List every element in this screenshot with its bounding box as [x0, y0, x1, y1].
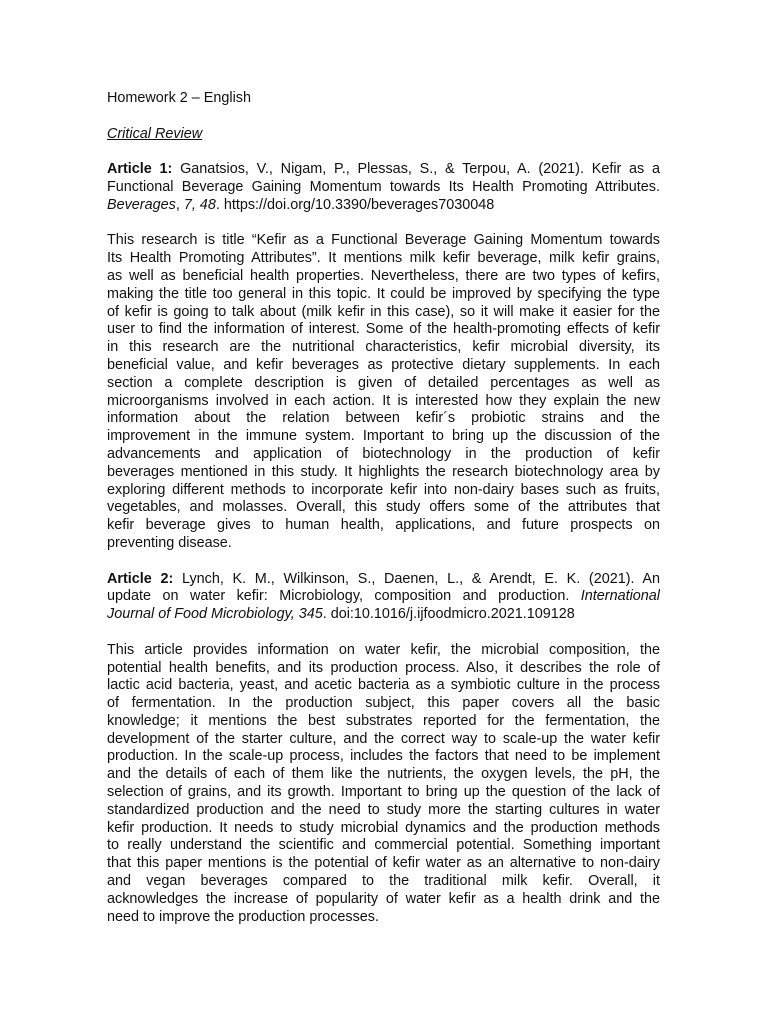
spacer — [107, 143, 660, 161]
paragraph-line: development of the starter culture, and the correct way to scale-up the water kefir — [107, 730, 660, 747]
paragraph-line: improvement in the immune system. Important to bring up the discussion of the — [107, 428, 660, 445]
paragraph-line: knowledge; it mentions the best substrates reported for the fermentation, the — [107, 712, 660, 729]
paragraph-line: microorganisms involved in each action. It is interested how they explain the new — [107, 392, 660, 409]
article-1-review-last-line: preventing disease. — [107, 534, 232, 551]
section-heading: Critical Review — [107, 125, 203, 142]
paragraph-line: section a complete description is given of detailed percentages as well as — [107, 374, 660, 391]
paragraph-line: acknowledges the increase of popularity of water kefir as a health drink and the — [107, 890, 660, 907]
paragraph-line: information about the relation between kefir´s probiotic strains and the — [107, 410, 660, 427]
spacer — [107, 215, 660, 233]
paragraph-line: vegetables, and molasses. Overall, this study offers some of the attributes that — [107, 499, 660, 516]
doi-text: . https://doi.org/10.3390/beverages7030048 — [215, 196, 495, 213]
paragraph-line: and the details of each of them like the nutrients, the oxygen levels, the pH, the — [107, 766, 660, 783]
paragraph-line: of kefir is going to talk about (milk kefir in this case), so it will make it easier for the — [107, 303, 660, 320]
paragraph-line: exploring different methods to incorporate kefir into non-dairy bases such as fruits, — [107, 481, 660, 498]
spacer — [107, 553, 660, 571]
paragraph-line: in this research are the nutritional characteristics, kefir microbial diversity, its — [107, 339, 660, 356]
paragraph-line: and vegan beverages compared to the traditional milk kefir. Overall, it — [107, 873, 660, 890]
paragraph-line: as well as beneficial health properties. Nevertheless, there are two types of kefirs, — [107, 267, 660, 284]
journal-volume: 7, 48 — [183, 196, 216, 213]
article-1-citation: Article 1: Ganatsios, V., Nigam, P., Plessas, S., & Terpou, A. (2021). Kefir as a Functional Beverage Gaining Momentum towards Its Health Promoting Attributes. Beverages, 7, 48. https://doi.org/10.3390/beverages7030048 — [107, 161, 660, 213]
article-1-review — [107, 232, 660, 535]
paragraph-line: of fermentation. In the production subject, this paper covers all the basic — [107, 695, 660, 712]
article-1-label: Article 1: — [107, 161, 173, 178]
document-page — [107, 90, 660, 926]
paragraph-line: user to find the information of interest. Some of the health-promoting effects of kefir — [107, 321, 660, 338]
paragraph-line: advancements and application of biotechnology in the production of kefir — [107, 445, 660, 462]
document-title: Homework 2 – English — [107, 90, 251, 106]
article-2-review-last-line: need to improve the production processes. — [107, 908, 379, 925]
paragraph-line: kefir production. It needs to study microbial dynamics and the production methods — [107, 819, 660, 836]
journal-name: Beverages — [107, 196, 176, 213]
paragraph-line: Its Health Promoting Attributes”. It mentions milk kefir beverage, milk kefir grains, — [107, 250, 660, 267]
article-2-citation: Article 2: Lynch, K. M., Wilkinson, S., Daenen, L., & Arendt, E. K. (2021). An update on water kefir: Microbiology, composition and production. International Journal of Food Microbiology, 345. doi:10.1016/j.ijfoodmicro.2021.109128 — [107, 570, 660, 623]
spacer — [107, 624, 660, 642]
article-2-review — [107, 642, 660, 909]
paragraph-line: production. In the scale-up process, includes the factors that need to be implement — [107, 748, 660, 765]
paragraph-line: potential health benefits, and its production process. Also, it describes the role of — [107, 659, 660, 676]
paragraph-line: beverages mentioned in this study. It highlights the research biotechnology area by — [107, 463, 660, 480]
paragraph-line: This research is title “Kefir as a Functional Beverage Gaining Momentum towards — [107, 232, 660, 249]
paragraph-line: lactic acid bacteria, yeast, and acetic bacteria as a symbiotic culture in the process — [107, 677, 660, 694]
paragraph-line: beneficial value, and kefir beverages as protective dietary supplements. In each — [107, 356, 660, 373]
spacer — [107, 108, 660, 126]
paragraph-line: standardized production and the need to study more the starting cultures in water — [107, 801, 660, 818]
paragraph-line: This article provides information on water kefir, the microbial composition, the — [107, 641, 660, 658]
paragraph-line: to really understand the scientific and commercial potential. Something important — [107, 837, 660, 854]
paragraph-line: selection of grains, and its growth. Important to bring up the question of the lack of — [107, 784, 660, 801]
journal-name: Journal of Food Microbiology, 345 — [107, 606, 323, 623]
article-2-label: Article 2: — [107, 570, 174, 587]
paragraph-line: that this paper mentions is the potential of kefir water as an alternative to non-dairy — [107, 855, 660, 872]
paragraph-line: kefir beverage gives to human health, applications, and future prospects on — [107, 517, 660, 534]
doi-text: . doi:10.1016/j.ijfoodmicro.2021.109128 — [322, 606, 575, 623]
paragraph-line: making the title too general in this topic. It could be improved by specifying the type — [107, 285, 660, 302]
